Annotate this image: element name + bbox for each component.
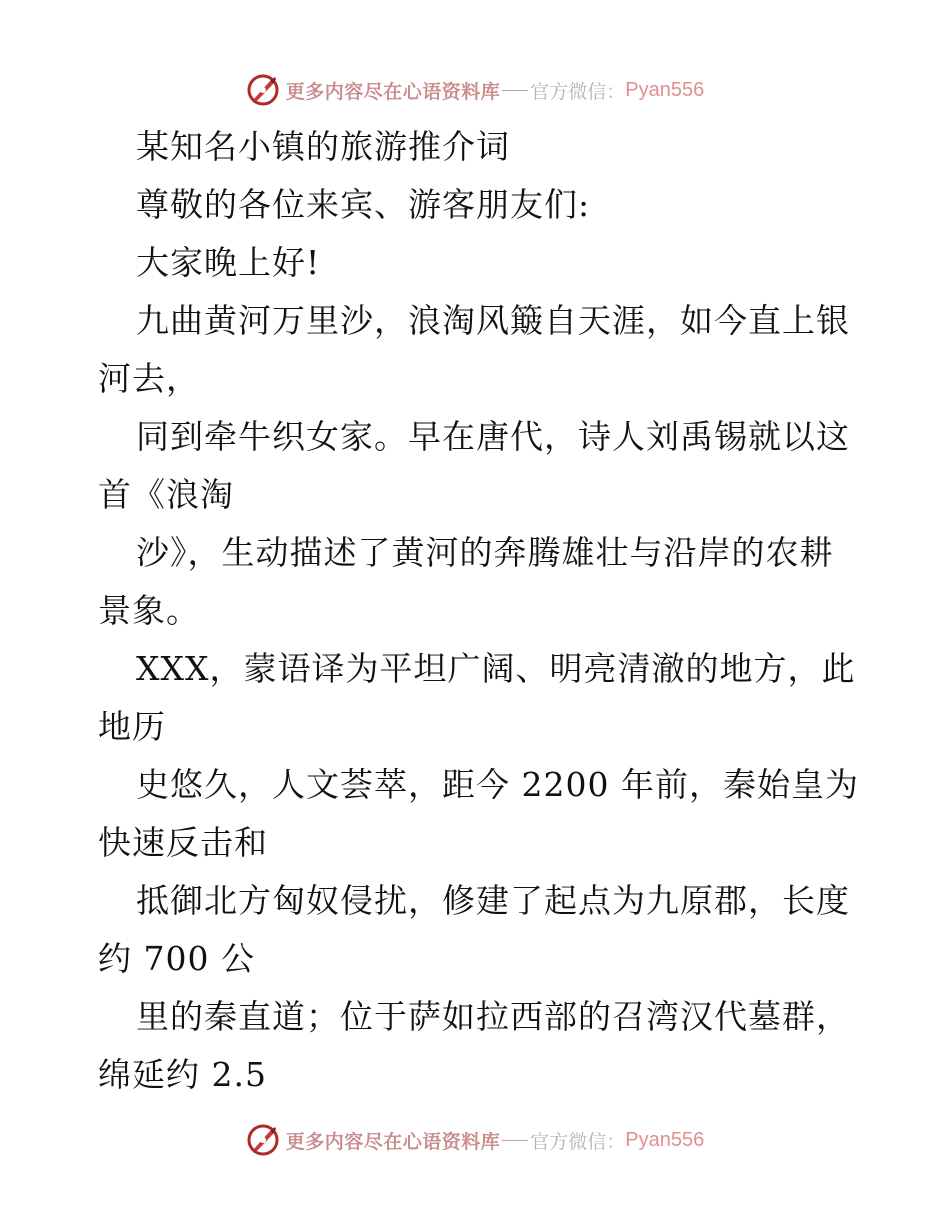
text-line: 同到牵牛织女家。早在唐代，诗人刘禹锡就以这 bbox=[136, 417, 850, 456]
quill-pen-logo-icon bbox=[246, 73, 280, 107]
text-line: 景象。 bbox=[98, 591, 200, 630]
banner-text: 更多内容尽在心语资料库 bbox=[285, 1130, 501, 1153]
quill-pen-logo-icon bbox=[246, 1123, 280, 1157]
text-line: 沙》，生动描述了黄河的奔腾雄壮与沿岸的农耕 bbox=[136, 533, 834, 572]
banner-text: 更多内容尽在心语资料库 bbox=[285, 80, 501, 103]
banner-wechat-label: 官方微信： bbox=[530, 80, 626, 103]
banner-divider bbox=[502, 1140, 528, 1141]
salutation: 尊敬的各位来宾、游客朋友们: bbox=[136, 185, 591, 224]
text-line: 抵御北方匈奴侵扰，修建了起点为九原郡，长度 bbox=[136, 881, 850, 920]
text-line: 首《浪淘 bbox=[98, 475, 234, 514]
text-line: XXX，蒙语译为平坦广阔、明亮清澈的地方，此 bbox=[136, 649, 856, 688]
banner-wechat-id: Pyan556 bbox=[625, 78, 705, 101]
footer-banner bbox=[0, 1120, 950, 1160]
header-banner bbox=[0, 70, 950, 110]
text-line: 里的秦直道；位于萨如拉西部的召湾汉代墓群， bbox=[136, 997, 850, 1036]
greeting: 大家晚上好! bbox=[136, 243, 321, 282]
banner-divider bbox=[502, 90, 528, 91]
text-line: 绵延约 2.5 bbox=[98, 1055, 267, 1094]
text-line: 九曲黄河万里沙，浪淘风簸自天涯，如今直上银 bbox=[136, 301, 850, 340]
banner-wechat-label: 官方微信： bbox=[530, 1130, 626, 1153]
text-line: 约 700 公 bbox=[98, 939, 255, 978]
banner-wechat-id: Pyan556 bbox=[625, 1128, 705, 1151]
text-line: 史悠久，人文荟萃，距今 2200 年前，秦始皇为 bbox=[136, 765, 859, 804]
text-line: 河去， bbox=[98, 359, 200, 398]
text-line: 快速反击和 bbox=[98, 823, 268, 862]
document-title: 某知名小镇的旅游推介词 bbox=[136, 127, 510, 166]
text-line: 地历 bbox=[98, 707, 166, 746]
document-body bbox=[98, 118, 858, 1104]
